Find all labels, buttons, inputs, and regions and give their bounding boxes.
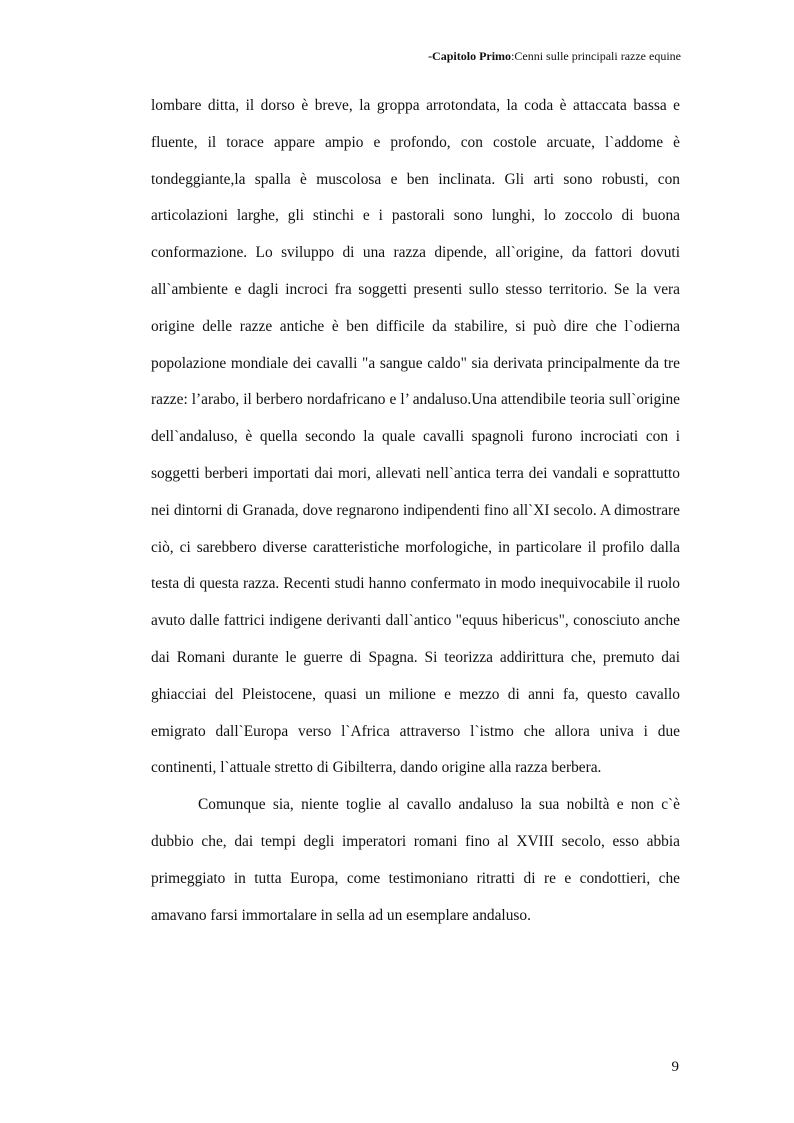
chapter-subtitle: :Cenni sulle principali razze equine — [511, 49, 681, 63]
paragraph: lombare ditta, il dorso è breve, la groppa arrotondata, la coda è attaccata bassa e fluente, il torace appare ampio e profondo, con costole arcuate, l`addome è tondeggiante,la spalla è muscolosa e ben inclinata. Gli arti sono robusti, con articolazioni larghe, gli stinchi e i pastorali sono lunghi, lo zoccolo di buona conformazione. Lo sviluppo di una razza dipende, all`origine, da fattori dovuti all`ambiente e dagli incroci fra soggetti presenti sullo stesso territorio. Se la vera origine delle razze antiche è ben difficile da stabilire, si può dire che l`odierna popolazione mondiale dei cavalli "a sangue caldo" sia derivata principalmente da tre razze: l’arabo, il berbero nordafricano e l’ andaluso.Una attendibile teoria sull`origine dell`andaluso, è quella secondo la quale cavalli spagnoli furono incrociati con i soggetti berberi importati dai mori, allevati nell`antica terra dei vandali e soprattutto nei dintorni di Granada, dove regnarono indipendenti fino all`XI secolo. A dimostrare ciò, ci sarebbero diverse caratteristiche morfologiche, in particolare il profilo dalla testa di questa razza. Recenti studi hanno confermato in modo inequivocabile il ruolo avuto dalle fattrici indigene derivanti dall`antico "equus hibericus", conosciuto anche dai Romani durante le guerre di Spagna. Si teorizza addirittura che, premuto dai ghiacciai del Pleistocene, quasi un milione e mezzo di anni fa, questo cavallo emigrato dall`Europa verso l`Africa attraverso l`istmo che allora univa i due continenti, l`attuale stretto di Gibilterra, dando origine alla razza berbera. — [151, 97, 680, 777]
paragraph: Comunque sia, niente toglie al cavallo andaluso la sua nobiltà e non c`è dubbio che, dai tempi degli imperatori romani fino al XVIII secolo, esso abbia primeggiato in tutta Europa, come testimoniano ritratti di re e condottieri, che amavano farsi immortalare in sella ad un esemplare andaluso. — [151, 796, 680, 924]
running-header — [428, 49, 681, 63]
chapter-label: -Capitolo Primo — [428, 49, 512, 63]
body-text — [151, 88, 680, 934]
page-number: 9 — [671, 1059, 679, 1075]
